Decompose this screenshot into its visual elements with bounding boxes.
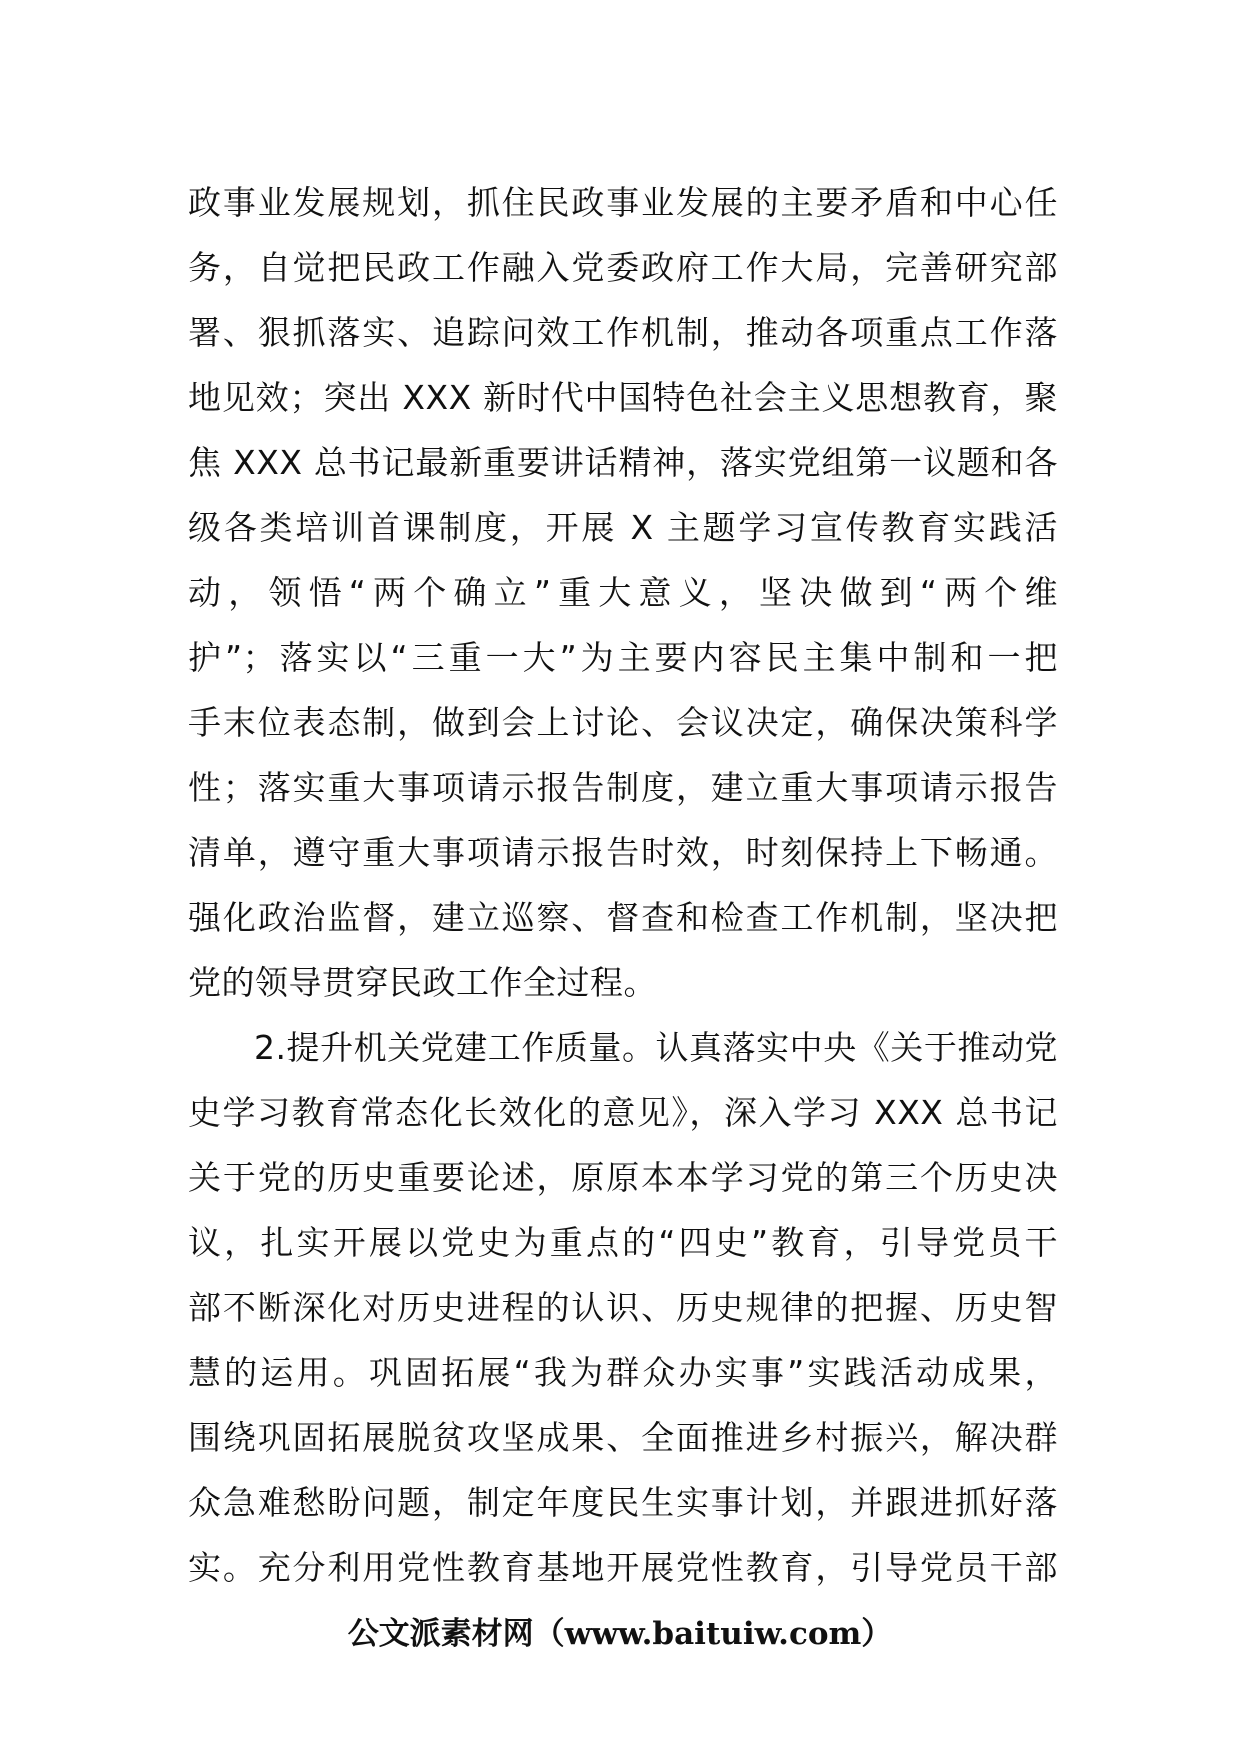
- text-line: 地见效；突出 XXX 新时代中国特色社会主义思想教育，聚: [188, 378, 1058, 417]
- text-line: 务，自觉把民政工作融入党委政府工作大局，完善研究部: [188, 248, 1058, 287]
- text-line: 议，扎实开展以党史为重点的“四史”教育，引导党员干: [188, 1223, 1058, 1262]
- paragraph-end-line: 党的领导贯穿民政工作全过程。: [188, 963, 657, 1002]
- text-line: 清单，遵守重大事项请示报告时效，时刻保持上下畅通。: [188, 833, 1058, 872]
- section-heading-line: 2.提升机关党建工作质量。认真落实中央《关于推动党: [254, 1028, 1058, 1067]
- text-line: 强化政治监督，建立巡察、督查和检查工作机制，坚决把: [188, 898, 1058, 937]
- text-line: 护”；落实以“三重一大”为主要内容民主集中制和一把: [188, 638, 1058, 677]
- footer-watermark: 公文派素材网（www.baituiw.com）: [347, 1616, 893, 1652]
- text-line: 焦 XXX 总书记最新重要讲话精神，落实党组第一议题和各: [188, 443, 1058, 482]
- text-line: 慧的运用。巩固拓展“我为群众办实事”实践活动成果，: [188, 1353, 1058, 1392]
- text-line: 级各类培训首课制度，开展 X 主题学习宣传教育实践活: [188, 508, 1058, 547]
- text-line: 部不断深化对历史进程的认识、历史规律的把握、历史智: [188, 1288, 1058, 1327]
- text-line: 史学习教育常态化长效化的意见》，深入学习 XXX 总书记: [188, 1093, 1058, 1132]
- text-line: 政事业发展规划，抓住民政事业发展的主要矛盾和中心任: [188, 183, 1058, 222]
- text-line: 署、狠抓落实、追踪问效工作机制，推动各项重点工作落: [188, 313, 1058, 352]
- text-line: 众急难愁盼问题，制定年度民生实事计划，并跟进抓好落: [188, 1483, 1058, 1522]
- text-line: 性；落实重大事项请示报告制度，建立重大事项请示报告: [188, 768, 1058, 807]
- document-body: [188, 170, 1058, 1600]
- text-line: 实。充分利用党性教育基地开展党性教育，引导党员干部: [188, 1548, 1058, 1587]
- text-line: 关于党的历史重要论述，原原本本学习党的第三个历史决: [188, 1158, 1058, 1197]
- text-line: 手末位表态制，做到会上讨论、会议决定，确保决策科学: [188, 703, 1058, 742]
- text-line: 围绕巩固拓展脱贫攻坚成果、全面推进乡村振兴，解决群: [188, 1418, 1058, 1457]
- text-line: 动，领悟“两个确立”重大意义，坚决做到“两个维: [188, 573, 1058, 612]
